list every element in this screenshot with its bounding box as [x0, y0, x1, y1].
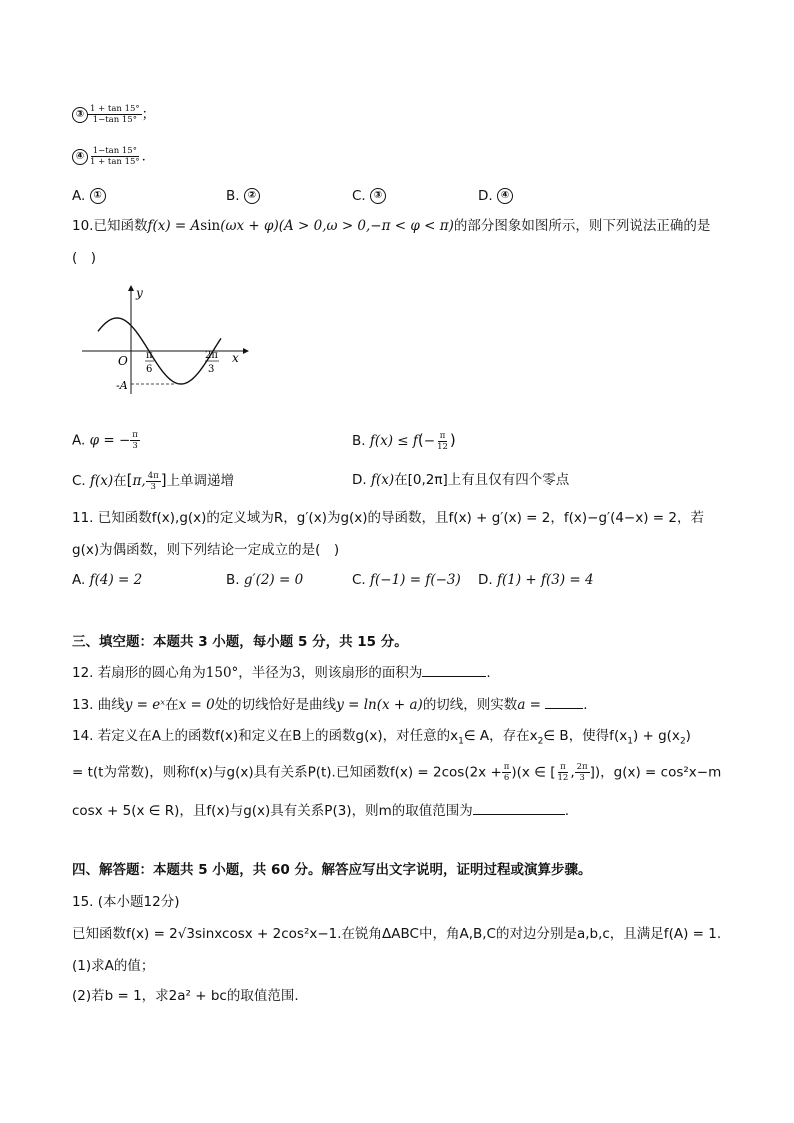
q10-option-a: A. φ = − $\frac{\pi}{3}$	[72, 430, 138, 451]
tick-pi-6-den: 6	[146, 364, 153, 375]
q15-header: 15. (本小题12分)	[72, 894, 180, 910]
q12-answer-blank[interactable]	[422, 662, 486, 677]
neg-a-label: -A	[116, 379, 128, 392]
q10-option-c: C. f(x)在[π, $\frac{4\pi}{3}$ ]上单调递增	[72, 470, 235, 492]
section-3-heading: 三、填空题：本题共 3 小题，每小题 5 分，共 15 分。	[72, 634, 408, 650]
q11-option-b: B. g′(2) = 0	[226, 572, 304, 588]
q15-stem: 已知函数f(x) = 2√3sinxcosx + 2cos²x−1.在锐角ΔABC中，角A,B,C的对边分别是a,b,c，且满足f(A) = 1.	[72, 926, 722, 942]
q9-item4-fraction: $\frac{1-\tan 15^\circ}{1 + \tan 15^\circ}$	[90, 146, 140, 167]
q10-option-d: D. f(x)在[0,2π]上有且仅有四个零点	[352, 472, 570, 488]
q14-answer-blank[interactable]	[473, 800, 565, 815]
circled-3-mark: ③	[72, 107, 88, 123]
q10-option-b: B. f(x) ≤ f(− $\frac{\pi}{12}$ )	[352, 430, 456, 452]
q12: 12. 若扇形的圆心角为150°，半径为3，则该扇形的面积为 .	[72, 662, 491, 683]
tick-2pi-3-num: 2π	[205, 350, 218, 361]
q9-item3: ③ $\frac{1 + \tan 15^\circ}{1-\tan 15^\circ}$ ；	[72, 104, 155, 125]
q9-option-a: A. ①	[72, 186, 106, 206]
circled-4-mark: ④	[72, 149, 88, 165]
x-axis-label: x	[232, 351, 239, 365]
q15-part1: (1)求A的值；	[72, 958, 155, 974]
q9-option-c: C. ③	[352, 186, 386, 206]
q11-option-c: C. f(−1) = f(−3)	[352, 572, 461, 588]
q13-answer-blank[interactable]	[545, 694, 583, 709]
q9-item4: ④ $\frac{1-\tan 15^\circ}{1 + \tan 15^\circ}$ ．	[72, 146, 155, 167]
q11-option-a: A. f(4) = 2	[72, 572, 143, 588]
q9-option-b: B. ②	[226, 186, 260, 206]
y-axis-label: y	[136, 286, 143, 300]
q14-line1: 14. 若定义在A上的函数f(x)和定义在B上的函数g(x)，对任意的$x_1\in$ A，存在$x_2\in$ B，使得$f(x_1) + g(x_2)$	[72, 728, 691, 747]
q11-stem-line2: g(x)为偶函数，则下列结论一定成立的是( )	[72, 542, 340, 558]
tick-pi-6-num: π	[146, 350, 153, 361]
q14-line2: = t(t为常数)，则称f(x)与g(x)具有关系P(t).已知函数f(x) = 2cos(2x + $\frac{\pi}{6}$ )(x ∈ [ $\frac{\pi}{12}$ , $\frac{2\pi}{3}$ ])，g(x) = cos²x−m	[72, 762, 722, 783]
origin-label: O	[118, 354, 128, 368]
q11-stem-line1: 11. 已知函数f(x),g(x)的定义域为R，g′(x)为g(x)的导函数，且f(x) + g′(x) = 2，f(x)−g′(4−x) = 2，若	[72, 510, 704, 526]
tick-2pi-3-den: 3	[208, 364, 215, 375]
q15-part2: (2)若b = 1，求2a² + bc的取值范围.	[72, 988, 299, 1004]
q14-line3: cosx + 5(x ∈ R)，且f(x)与g(x)具有关系P(3)，则m的取值范围为 .	[72, 800, 569, 821]
q9-option-d: D. ④	[478, 186, 513, 206]
q10-sine-graph	[78, 282, 258, 402]
section-4-heading: 四、解答题：本题共 5 小题，共 60 分。解答应写出文字说明，证明过程或演算步骤。	[72, 862, 592, 878]
q11-option-d: D. f(1) + f(3) = 4	[478, 572, 594, 588]
q10-stem: 10.已知函数f(x) = Asin(ωx + φ)(A > 0,ω > 0,−π < φ < π)的部分图象如图所示，则下列说法正确的是	[72, 218, 711, 234]
q10-paren: ( )	[72, 250, 97, 266]
q9-item3-fraction: $\frac{1 + \tan 15^\circ}{1-\tan 15^\circ}$	[90, 104, 140, 125]
q13: 13. 曲线y = eˣ在x = 0处的切线恰好是曲线y = ln(x + a)的切线，则实数a = .	[72, 694, 588, 715]
